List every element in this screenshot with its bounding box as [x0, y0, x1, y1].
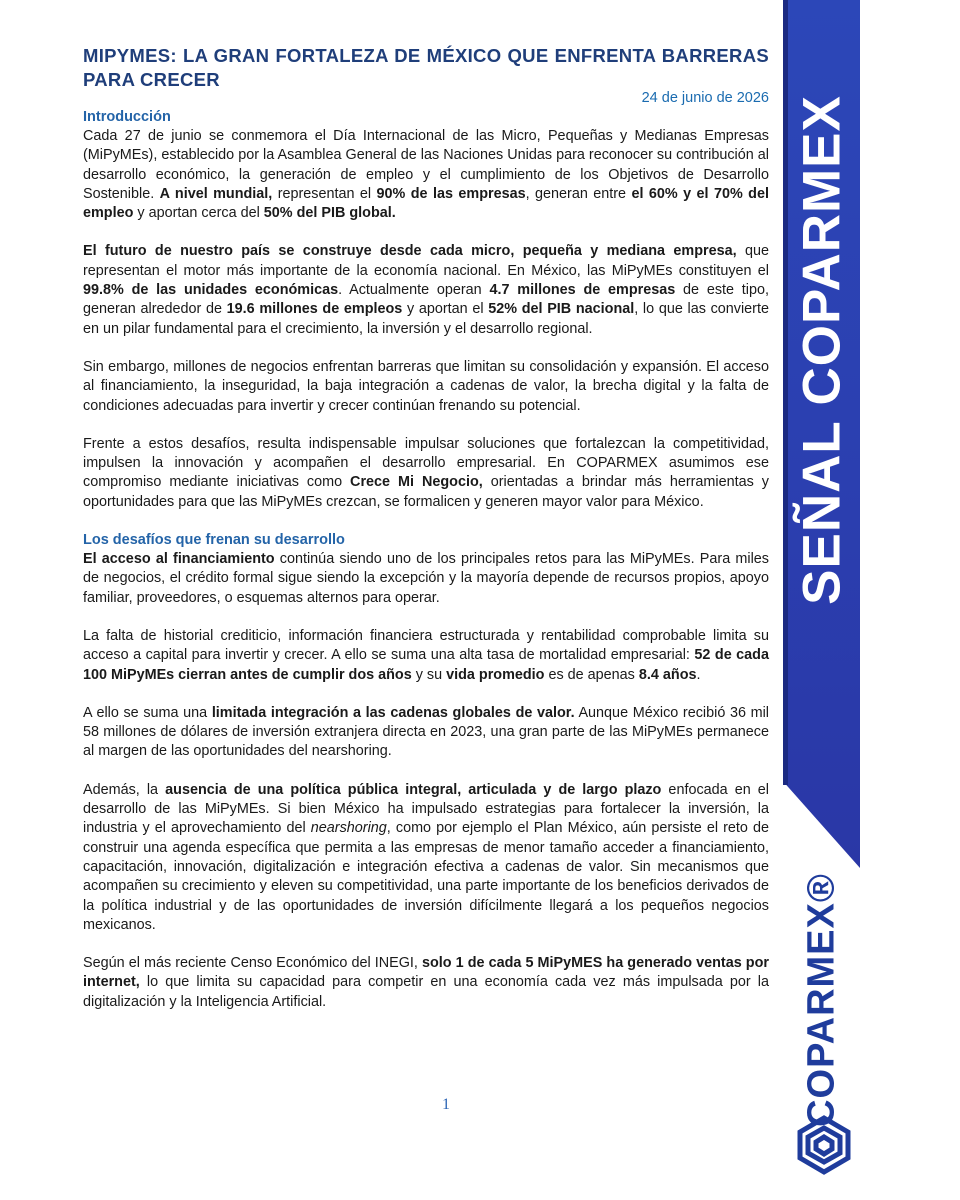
paragraph-future: El futuro de nuestro país se construye desde cada micro, pequeña y mediana empresa, que representan el motor más importante de la economía nacional. En México, las MiPyMEs constituyen el 99.8% de las unidades económicas. Actualmente operan 4.7 millones de empresas de este tipo, generan alrededor de 19.6 millones de empleos y aportan el 52% del PIB nacional, lo que las convierte en un pilar fundamental para el crecimiento, la inversión y el desarrollo regional.: [83, 243, 770, 337]
paragraph-value-chains: A ello se suma una limitada integración a las cadenas globales de valor. Aunque México recibió 36 mil 58 millones de dólares de inversión extranjera directa en 2023, una gran parte de las MiPyMEs permanece al margen de las oportunidades del nearshoring.: [83, 704, 769, 760]
paragraph-intro: Cada 27 de junio se conmemora el Día Internacional de las Micro, Pequeñas y Medianas Empresas (MiPyMEs), establecido por la Asamblea General de las Naciones Unidas para reconocer su contribución al desarrollo económico, la generación de empleo y el cumplimiento de los Objetivos de Desarrollo Sostenible. A nivel mundial, representan el 90% de las empresas, generan entre el 60% y el 70% del empleo y aportan cerca del 50% del PIB global.: [83, 128, 769, 222]
paragraph-public-policy: Además, la ausencia de una política pública integral, articulada y de largo plazo enfocada en el desarrollo de las MiPyMEs. Si bien México ha impulsado estrategias para fortalecer la inversión, la industria y el aprovechamiento del nearshoring, como por ejemplo el Plan México, aún persiste el reto de construir una agenda específica que permita a las empresas de menor tamaño acceder a financiamiento, capacitación, innovación, digitalización e integración efectiva a cadenas de valor. Sin mecanismos que acompañen su crecimiento y eleven su competitividad, una parte importante de los beneficios derivados de la política industrial y de las oportunidades de inversión difícilmente llegará a los pequeños negocios mexicanos.: [83, 781, 770, 933]
paragraph-inegi: Según el más reciente Censo Económico del INEGI, solo 1 de cada 5 MiPyMES ha generado ventas por internet, lo que limita su capacidad para competir en una economía cada vez más impulsada por la digitalización y la Inteligencia Artificial.: [83, 955, 769, 1010]
coparmex-logo-icon: [796, 1112, 852, 1178]
page-number: 1: [442, 1096, 450, 1113]
side-band-edge: [783, 0, 788, 785]
intro-heading: Introducción: [83, 109, 171, 125]
paragraph-financing: El acceso al financiamiento continúa siendo uno de los principales retos para las MiPyMEs. Para miles de negocios, el crédito formal sigue siendo la excepción y la mayoría depende de recursos propios, apoyo familiar, proveedores, o esquemas alternos para operar.: [83, 551, 769, 606]
document-body: [83, 44, 769, 1012]
paragraph-solutions: Frente a estos desafíos, resulta indispensable impulsar soluciones que fortalezcan la competitividad, impulsen la innovación y acompañen el desarrollo empresarial. En COPARMEX asumimos ese compromiso mediante iniciativas como Crece Mi Negocio, orientadas a brindar más herramientas y oportunidades para que las MiPyMEs crezcan, se formalicen y generen mayor valor para México.: [83, 435, 769, 510]
document-date: 24 de junio de 2026: [641, 90, 769, 106]
paragraph-credit-history: La falta de historial crediticio, información financiera estructurada y rentabilidad comprobable limita su acceso a capital para invertir y crecer. A ello se suma una alta tasa de mortalidad empresarial: 52 de cada 100 MiPyMEs cierran antes de cumplir dos años y su vida promedio es de apenas 8.4 años.: [83, 627, 769, 683]
challenges-heading: Los desafíos que frenan su desarrollo: [83, 532, 345, 549]
document-title: MIPYMES: LA GRAN FORTALEZA DE MÉXICO QUE ENFRENTA BARRERAS PARA CRECER: [83, 45, 769, 90]
paragraph-barriers: Sin embargo, millones de negocios enfrentan barreras que limitan su consolidación y expansión. El acceso al financiamiento, la inseguridad, la baja integración a cadenas de valor, la brecha digital y la falta de condiciones adecuadas para invertir y crecer continúan frenando su potencial.: [83, 358, 769, 414]
side-band-title: SEÑAL COPARMEX: [792, 95, 852, 605]
coparmex-logo-text: COPARMEX®: [800, 873, 843, 1127]
